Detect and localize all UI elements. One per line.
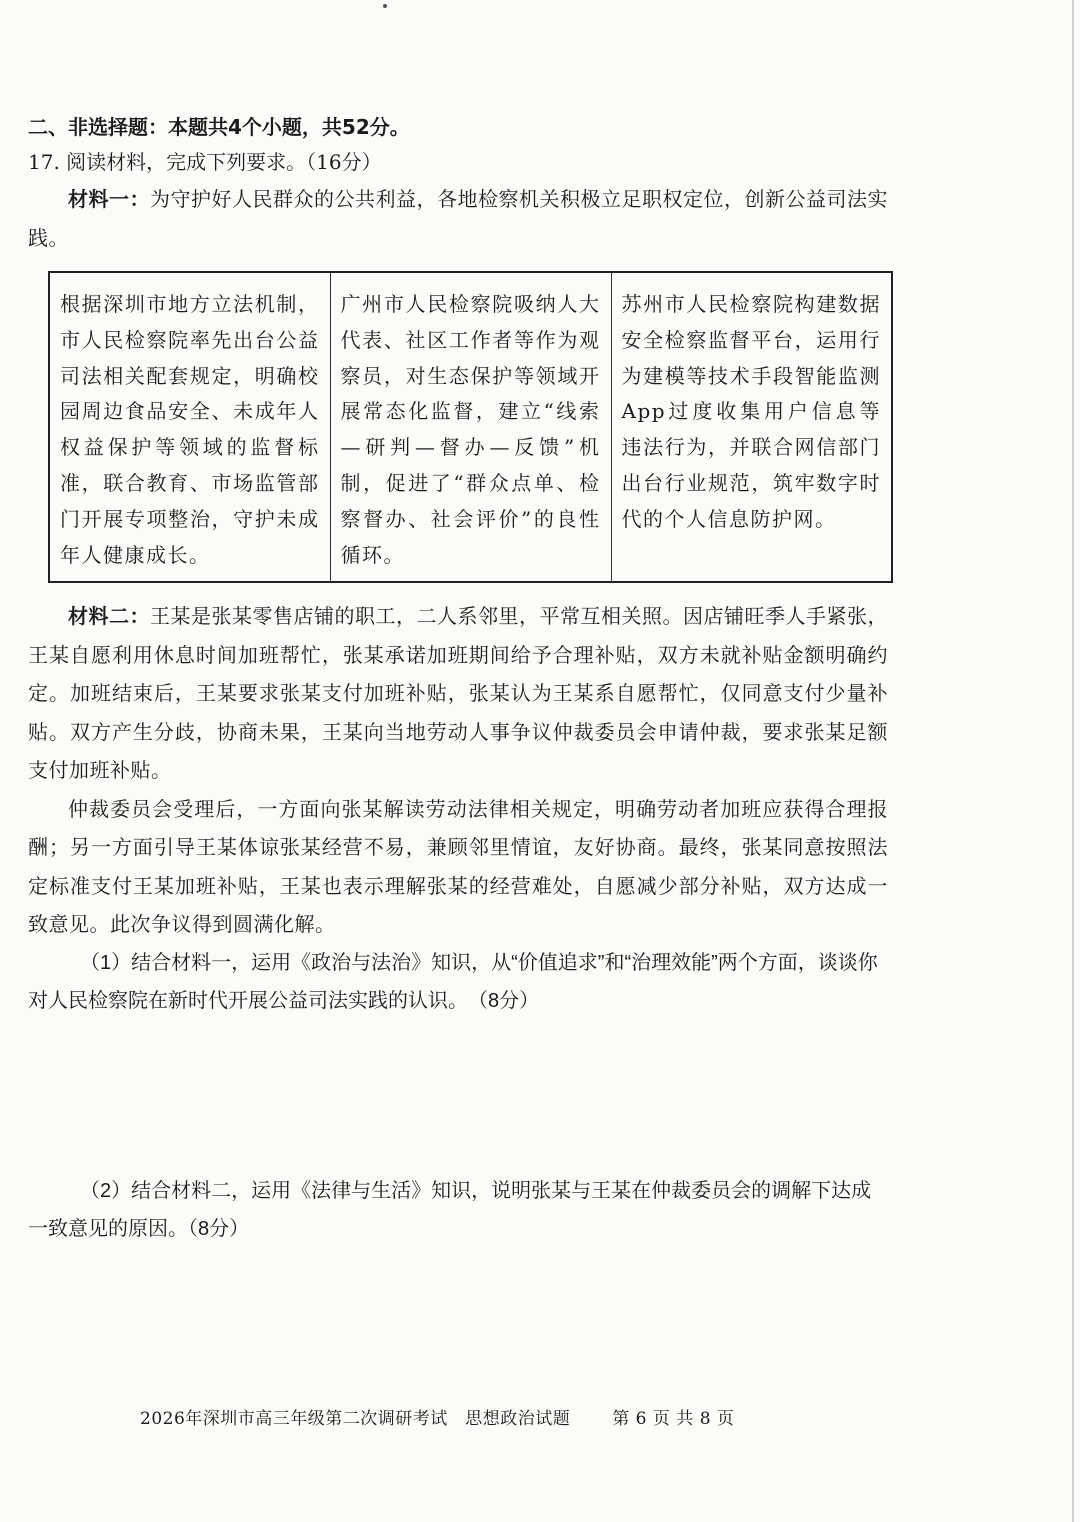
table-cell-suzhou: 苏州市人民检察院构建数据安全检察监督平台，运用行为建模等技术手段智能监测App过度收集用户信息等违法行为，并联合网信部门出台行业规范，筑牢数字时代的个人信息防护网。 [611,272,892,582]
table-cell-guangzhou: 广州市人民检察院吸纳人大代表、社区工作者等作为观察员，对生态保护等领域开展常态化监督，建立“线索—研判—督办—反馈”机制，促进了“群众点单、检察督办、社会评价”的良性循环。 [330,272,611,582]
material1-table-row [49,272,892,582]
footer-exam-title: 2026年深圳市高三年级第二次调研考试 思想政治试题 [140,1409,571,1429]
answer-space-1 [28,1020,888,1172]
material2-p1 [28,597,888,790]
exam-page [28,110,888,1248]
material1-text: 为守护好人民群众的公共利益，各地检察机关积极立足职权定位，创新公益司法实践。 [28,187,888,250]
section-title: 二、非选择题：本题共4个小题，共52分。 [28,115,410,139]
material1-intro [28,180,888,257]
table-cell-shenzhen: 根据深圳市地方立法机制，市人民检察院率先出台公益司法相关配套规定，明确校园周边食品安全、未成年人权益保护等领域的监督标准，联合教育、市场监管部门开展专项整治，守护未成年人健康成长。 [49,272,330,582]
material1-table [48,271,893,583]
question-title: 17. 阅读材料，完成下列要求。（16分） [28,150,382,174]
material2-p2: 仲裁委员会受理后，一方面向张某解读劳动法律相关规定，明确劳动者加班应获得合理报酬；另一方面引导王某体谅张某经营不易，兼顾邻里情谊，友好协商。最终，张某同意按照法定标准支付王某加班补贴，王某也表示理解张某的经营难处，自愿减少部分补贴，双方达成一致意见。此次争议得到圆满化解。 [28,796,888,937]
material2-lead: 材料二： [68,604,150,629]
material2-text: 王某是张某零售店铺的职工，二人系邻里，平常互相关照。因店铺旺季人手紧张，王某自愿利用休息时间加班帮忙，张某承诺加班期间给予合理补贴，双方未就补贴金额明确约定。加班结束后，王某要求张某支付加班补贴，张某认为王某系自愿帮忙，仅同意支付少量补贴。双方产生分歧，协商未果，王某向当地劳动人事争议仲裁委员会申请仲裁，要求张某足额支付加班补贴。 [28,604,888,783]
page-footer [140,1404,840,1429]
material1-lead: 材料一： [68,187,150,211]
footer-page-number: 第 6 页 共 8 页 [612,1409,735,1429]
sub-question-2: （2）结合材料二，运用《法律与生活》知识，说明张某与王某在仲裁委员会的调解下达成一致意见的原因。（8分） [28,1179,872,1240]
scan-dot [383,4,387,8]
sub-question-1: （1）结合材料一，运用《政治与法治》知识，从“价值追求”和“治理效能”两个方面，谈谈你对人民检察院在新时代开展公益司法实践的认识。 （8分） [28,951,878,1012]
scan-edge [1072,0,1074,1522]
